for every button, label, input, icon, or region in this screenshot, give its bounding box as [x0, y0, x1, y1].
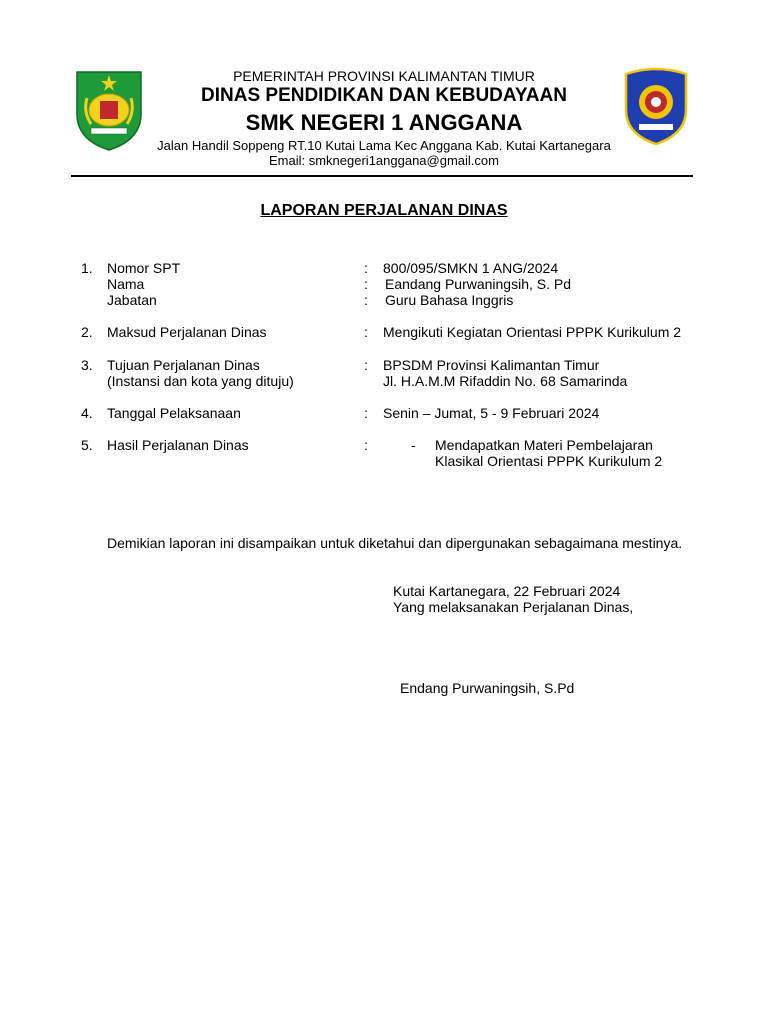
colon: : — [364, 405, 368, 421]
colon: : — [364, 437, 368, 453]
header-divider — [71, 175, 693, 177]
item-value-jabatan: Guru Bahasa Inggris — [385, 292, 514, 308]
item-label-hasil: Hasil Perjalanan Dinas — [107, 437, 249, 453]
header-address: Jalan Handil Soppeng RT.10 Kutai Lama Kec Anggana Kab. Kutai Kartanegara — [157, 138, 611, 153]
colon: : — [364, 292, 368, 308]
signature-place-date: Kutai Kartanegara, 22 Februari 2024 — [393, 583, 621, 599]
item-label-tujuan: Tujuan Perjalanan Dinas — [107, 357, 260, 373]
item-value-nama: Eandang Purwaningsih, S. Pd — [385, 276, 572, 292]
colon: : — [364, 324, 368, 340]
item-value-tanggal: Senin – Jumat, 5 - 9 Februari 2024 — [383, 405, 600, 421]
item-value-maksud: Mengikuti Kegiatan Orientasi PPPK Kurikulum 2 — [383, 324, 682, 340]
item-label-tujuan-note: (Instansi dan kota yang dituju) — [107, 373, 294, 389]
item-number: 4. — [81, 405, 93, 421]
signature-role: Yang melaksanakan Perjalanan Dinas, — [393, 599, 634, 615]
item-label-nomor-spt: Nomor SPT — [107, 260, 181, 276]
header-government: PEMERINTAH PROVINSI KALIMANTAN TIMUR — [233, 68, 535, 84]
item-number: 1. — [81, 260, 93, 276]
document-title: LAPORAN PERJALANAN DINAS — [260, 202, 508, 219]
signature-name: Endang Purwaningsih, S.Pd — [400, 680, 575, 696]
item-label-nama: Nama — [107, 276, 145, 292]
item-value-tujuan: BPSDM Provinsi Kalimantan Timur — [383, 357, 600, 373]
item-label-tanggal: Tanggal Pelaksanaan — [107, 405, 241, 421]
header-school-name: SMK NEGERI 1 ANGGANA — [245, 110, 523, 135]
item-value-hasil: Mendapatkan Materi Pembelajaran — [435, 437, 653, 453]
colon: : — [364, 260, 368, 276]
item-number: 5. — [81, 437, 93, 453]
item-number: 2. — [81, 324, 93, 340]
item-label-jabatan: Jabatan — [107, 292, 157, 308]
colon: : — [364, 276, 368, 292]
item-value-hasil-cont: Klasikal Orientasi PPPK Kurikulum 2 — [435, 453, 663, 469]
closing-statement: Demikian laporan ini disampaikan untuk diketahui dan dipergunakan sebagaimana mestinya. — [107, 535, 683, 551]
item-value-nomor-spt: 800/095/SMKN 1 ANG/2024 — [383, 260, 559, 276]
item-number: 3. — [81, 357, 93, 373]
header-email: Email: smknegeri1anggana@gmail.com — [269, 153, 499, 168]
list-bullet-dash: - — [411, 437, 416, 453]
item-value-tujuan-address: Jl. H.A.M.M Rifaddin No. 68 Samarinda — [383, 373, 628, 389]
item-label-maksud: Maksud Perjalanan Dinas — [107, 324, 267, 340]
colon: : — [364, 357, 368, 373]
header-agency: DINAS PENDIDIKAN DAN KEBUDAYAAN — [201, 85, 567, 106]
